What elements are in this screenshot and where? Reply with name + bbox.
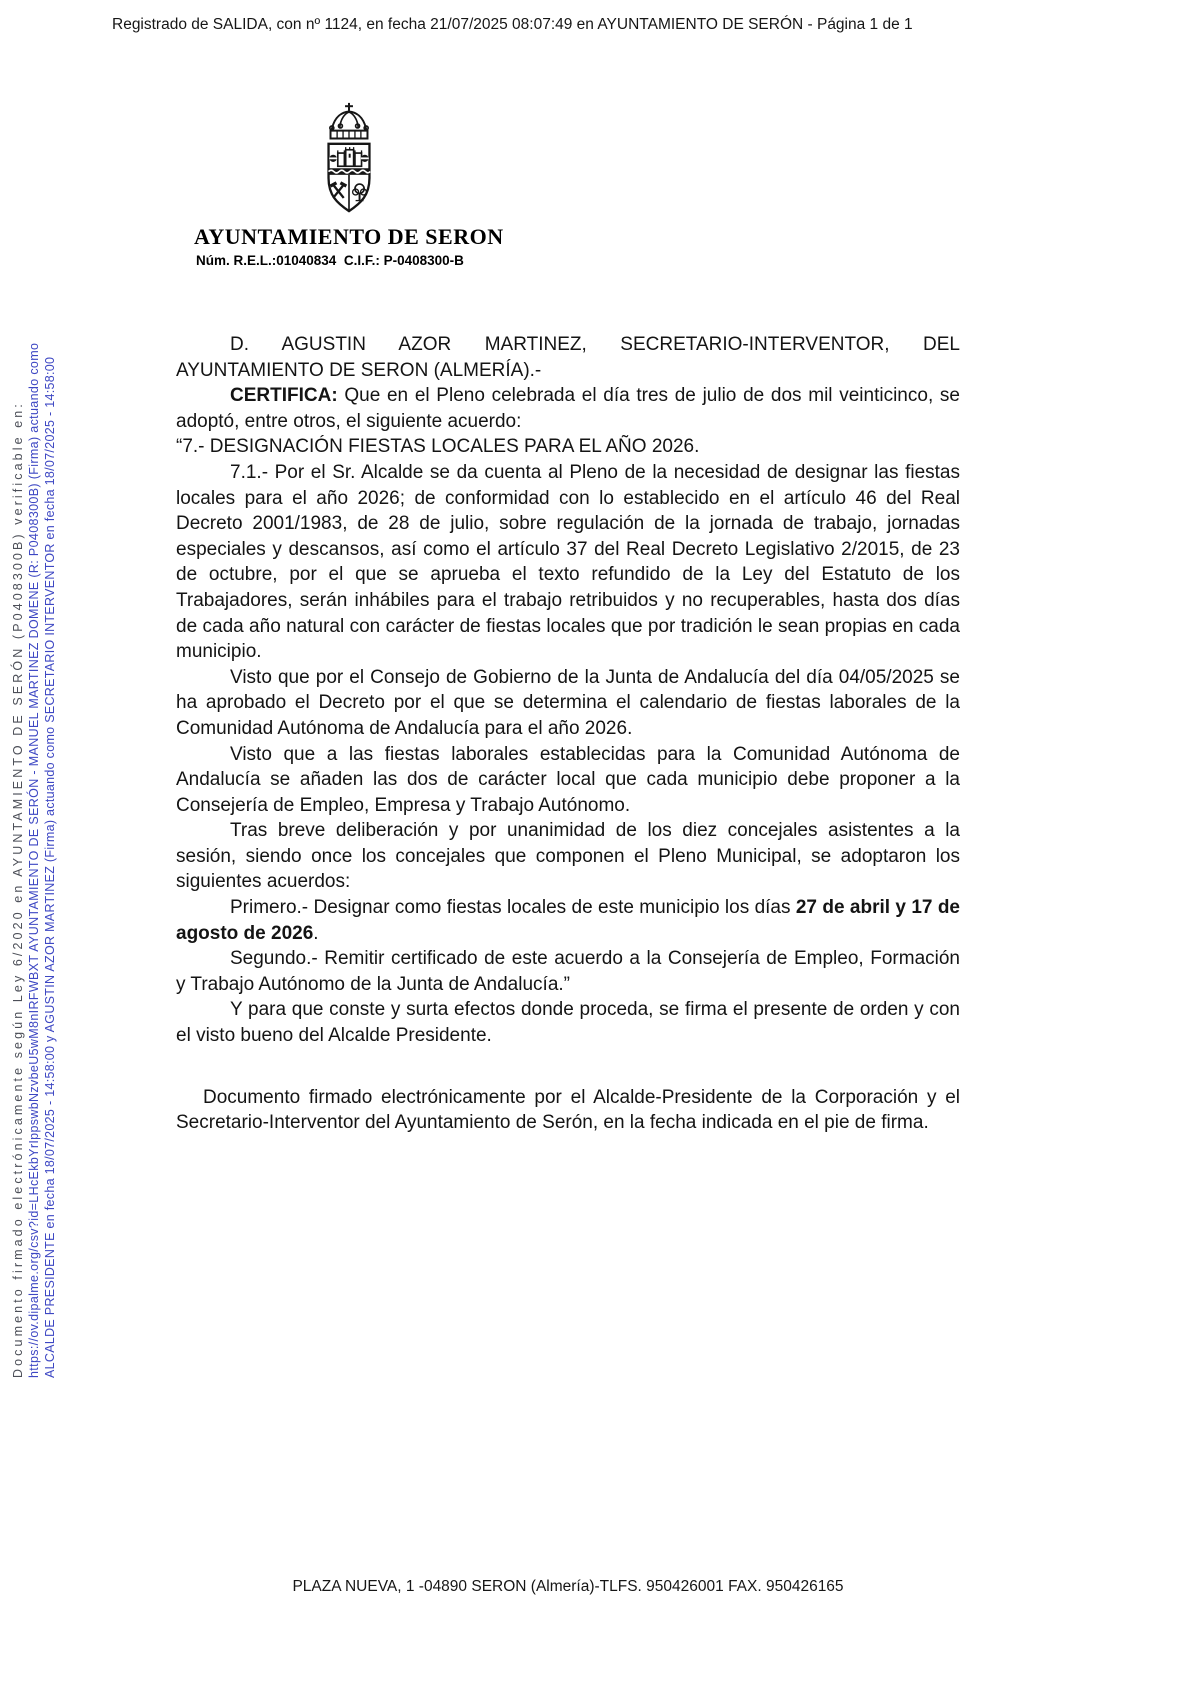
paragraph-certifica: CERTIFICA: Que en el Pleno celebrada el día tres de julio de dos mil veinticinco, se adoptó, entre otros, el siguiente acuerdo: (176, 385, 960, 432)
paragraph-visto-decreto: Visto que por el Consejo de Gobierno de la Junta de Andalucía del día 04/05/2025 se ha aprobado el Decreto por el que se determina el calendario de fiestas laborales de la Comunidad Autónoma de Andalucía para el año 2026. (176, 666, 960, 739)
paragraph-primero: Primero.- Designar como fiestas locales de este municipio los días 27 de abril y 17 de agosto de 2026. (176, 897, 961, 944)
esignature-sidebar (10, 194, 62, 1378)
certificate-body (176, 332, 960, 1136)
paragraph-segundo: Segundo.- Remitir certificado de este acuerdo a la Consejería de Empleo, Formación y Trabajo Autónomo de la Junta de Andalucía.” (176, 948, 960, 995)
paragraph-secretary-intro: D. AGUSTIN AZOR MARTINEZ, SECRETARIO-INTERVENTOR, DEL AYUNTAMIENTO DE SERON (ALMERÍA).- (176, 334, 960, 381)
paragraph-deliberacion: Tras breve deliberación y por unanimidad de los diez concejales asistentes a la sesión, siendo once los concejales que componen el Pleno Municipal, se adoptaron los siguientes acuerdos: (176, 820, 960, 893)
sidebar-verification-line: Documento firmado electrónicamente según Ley 6/2020 en AYUNTAMIENTO DE SERÓN (P0408300B) verificable en: (11, 401, 25, 1378)
sidebar-verification-url-line: https://ov.dipalme.org/csv?id=LHcEkbYrIppswbNzvbeU5wM8nIRFWBXT AYUNTAMIENTO DE SERÓN - MANUEL MARTINEZ DOMENE (R: P0408300B) (Firma) actuando como (27, 342, 41, 1378)
coat-of-arms-icon (316, 100, 382, 223)
paragraph-visto-fiestas: Visto que a las fiestas laborales establecidas para la Comunidad Autónoma de Andalucía se añaden las dos de carácter local que cada municipio debe proponer a la Consejería de Empleo, Empresa y Trabajo Autónomo. (176, 743, 960, 816)
paragraph-agreement-heading: “7.- DESIGNACIÓN FIESTAS LOCALES PARA EL AÑO 2026. (176, 436, 700, 458)
fiesta-dates: 27 de abril y 17 de agosto de 2026 (176, 897, 961, 944)
org-registry-line: Núm. R.E.L.:01040834 C.I.F.: P-0408300-B (196, 253, 464, 268)
paragraph-conste: Y para que conste y surta efectos donde proceda, se firma el presente de orden y con el visto bueno del Alcalde Presidente. (176, 999, 960, 1047)
certifica-label: CERTIFICA: (230, 385, 338, 407)
registration-stamp-line: Registrado de SALIDA, con nº 1124, en fecha 21/07/2025 08:07:49 en AYUNTAMIENTO DE SERÓN - Página 1 de 1 (112, 16, 913, 33)
signature-note: Documento firmado electrónicamente por el Alcalde-Presidente de la Corporación y el Secretario-Interventor del Ayuntamiento de Serón, en la fecha indicada en el pie de firma. (176, 1086, 960, 1134)
paragraph-7-1: 7.1.- Por el Sr. Alcalde se da cuenta al Pleno de la necesidad de designar las fiestas locales para el año 2026; de conformidad con lo establecido en el artículo 46 del Real Decreto 2001/1983, de 28 de julio, sobre regulación de la jornada de trabajo, jornadas especiales y descansos, así como el artículo 37 del Real Decreto Legislativo 2/2015, de 23 de octubre, por el que se aprueba el texto refundido de la Ley del Estatuto de los Trabajadores, serán inhábiles para el trabajo retribuidos y no recuperables, hasta dos días de cada año natural con carácter de fiestas locales que por tradición le sean propias en cada municipio. (176, 461, 960, 663)
footer-address: PLAZA NUEVA, 1 -04890 SERON (Almería)-TLFS. 950426001 FAX. 950426165 (292, 1578, 844, 1595)
org-name: AYUNTAMIENTO DE SERON (194, 224, 504, 249)
sidebar-signers-line: ALCALDE PRESIDENTE en fecha 18/07/2025 - 14:58:00 y AGUSTIN AZOR MARTINEZ (Firma) actuando como SECRETARIO INTERVENTOR en fecha 18/07/2025 - 14:58:00 (43, 356, 57, 1378)
